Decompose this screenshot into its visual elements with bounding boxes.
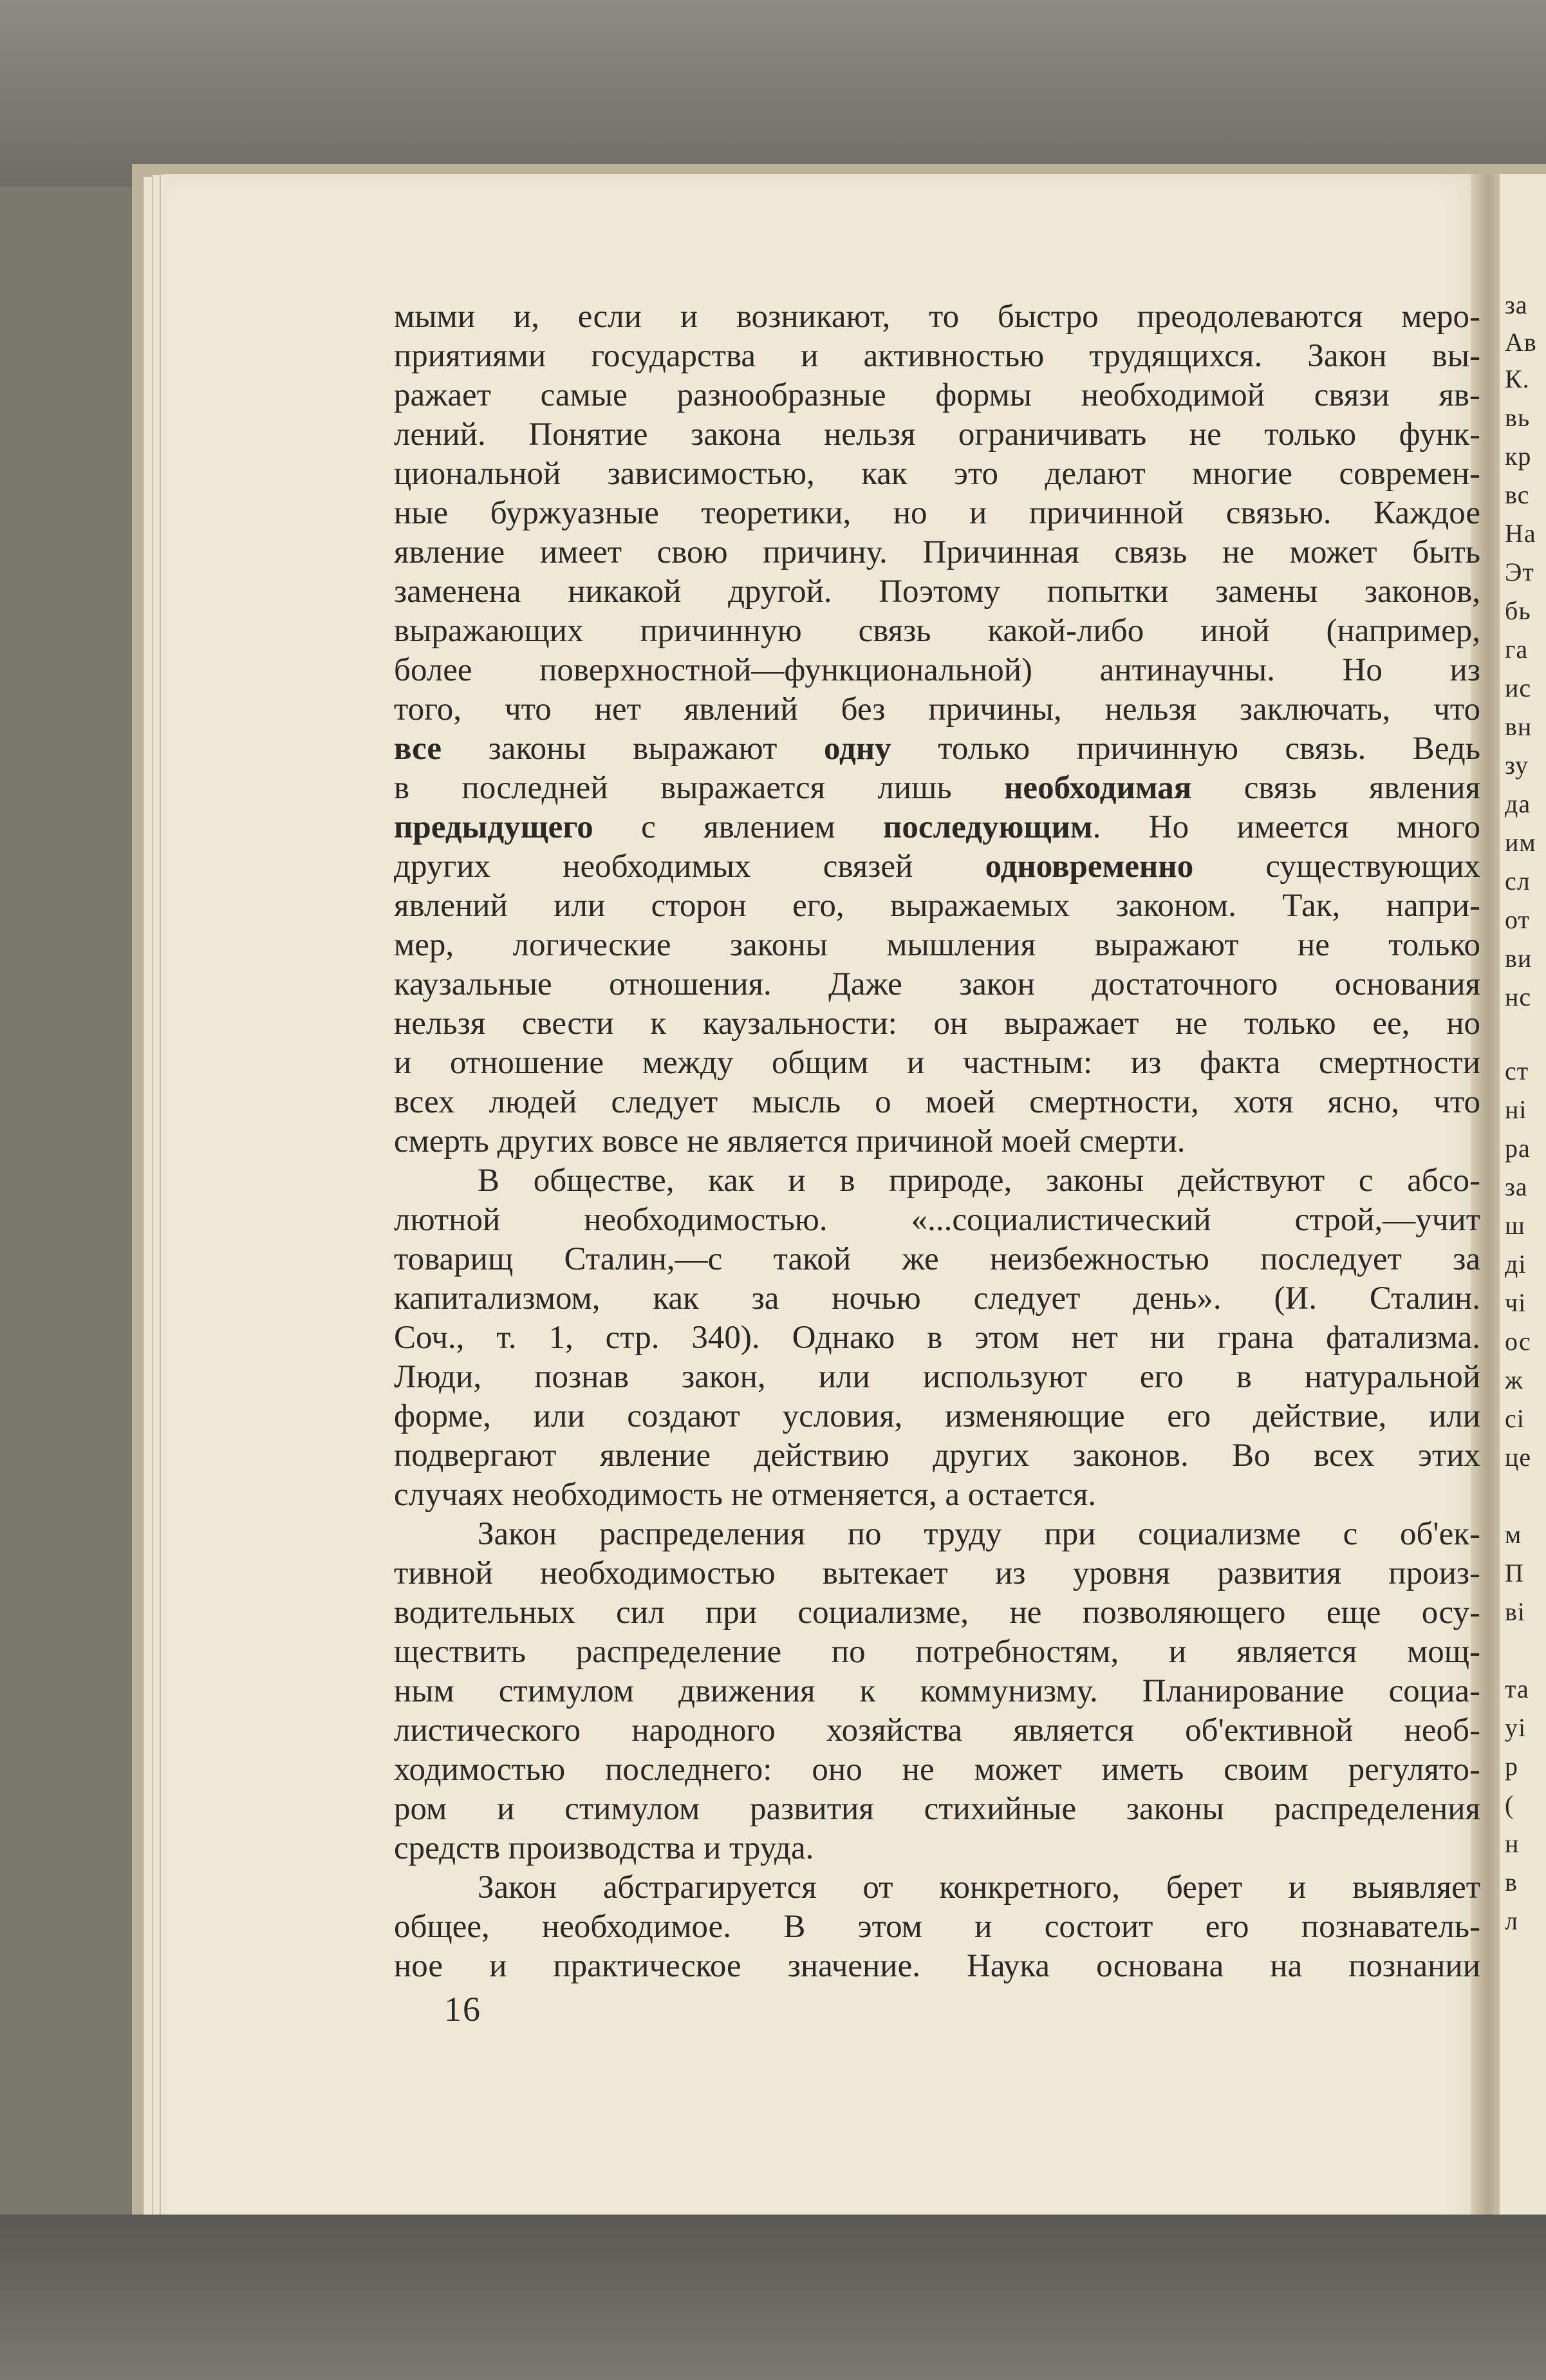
background-bottom	[0, 2215, 1546, 2380]
text-segment: законы выражают	[442, 731, 824, 767]
right-page-fragment: нс	[1505, 982, 1532, 1011]
right-page-fragment: вс	[1505, 480, 1530, 509]
text-line: мыми и, если и возникают, то быстро преодолеваются меро-	[394, 299, 1480, 335]
right-page-fragment: чі	[1505, 1288, 1527, 1317]
body-text	[394, 297, 1480, 1986]
text-line: мер, логические законы мышления выражают не только	[394, 927, 1480, 963]
right-page-fragment: га	[1505, 635, 1529, 664]
right-page-fragment: н	[1505, 1829, 1520, 1858]
bold-term: одну	[823, 731, 891, 767]
right-page-fragment: да	[1505, 789, 1531, 818]
right-page-fragment: ра	[1505, 1134, 1531, 1163]
right-page-fragment: П	[1505, 1559, 1524, 1588]
text-line: ные буржуазные теоретики, но и причинной связью. Каждое	[394, 495, 1480, 531]
text-line: выражающих причинную связь какой-либо иной (например,	[394, 613, 1480, 649]
right-page-fragment: р	[1505, 1752, 1518, 1781]
text-segment: других необходимых связей	[394, 848, 985, 885]
right-page-fragment: це	[1505, 1443, 1532, 1472]
text-segment: существующих	[1193, 848, 1480, 885]
text-line: В обществе, как и в природе, законы действуют с абсо-	[478, 1163, 1480, 1199]
text-line: Соч., т. 1, стр. 340). Однако в этом нет ни грана фатализма.	[394, 1320, 1480, 1356]
text-line: капитализмом, как за ночью следует день». (И. Сталин.	[394, 1280, 1480, 1316]
bold-term: предыдущего	[394, 809, 593, 845]
right-page-fragment: ш	[1505, 1211, 1525, 1240]
text-segment: с явлением	[593, 809, 884, 845]
right-page-fragment: ві	[1505, 1597, 1525, 1626]
text-line: лютной необходимостью. «...социалистический строй,—учит	[394, 1202, 1480, 1238]
text-line: ражает самые разнообразные формы необходимой связи яв-	[394, 377, 1480, 413]
right-page-fragment: ж	[1505, 1365, 1523, 1394]
bold-term: одновременно	[985, 848, 1194, 885]
text-line: Люди, познав закон, или используют его в натуральной	[394, 1359, 1480, 1395]
text-line	[394, 769, 1480, 808]
text-line: подвергают явление действию других законов. Во всех этих	[394, 1438, 1480, 1474]
right-page-fragment: ис	[1505, 673, 1532, 702]
right-page-fragment: от	[1505, 905, 1530, 934]
text-line: ществить распределение по потребностям, и является мощ-	[394, 1634, 1480, 1670]
right-page-fragment: зу	[1505, 751, 1529, 780]
right-page-fragment: сл	[1505, 867, 1531, 895]
right-page-fragment: вн	[1505, 712, 1532, 741]
text-line: лений. Понятие закона нельзя ограничивать не только функ-	[394, 417, 1480, 453]
text-line: ром и стимулом развития стихийные законы распределения	[394, 1791, 1480, 1827]
text-line: более поверхностной—функциональной) антинаучны. Но из	[394, 652, 1480, 688]
bold-term: все	[394, 731, 442, 767]
text-line: Закон распределения по труду при социализме с об'ек-	[478, 1516, 1480, 1552]
text-line: форме, или создают условия, изменяющие его действие, или	[394, 1398, 1480, 1434]
right-page-fragment: ді	[1505, 1250, 1527, 1279]
right-page-fragment: им	[1505, 828, 1536, 857]
text-line	[394, 729, 1480, 769]
right-page-fragment: кр	[1505, 442, 1532, 471]
text-line: и отношение между общим и частным: из факта смертности	[394, 1045, 1480, 1081]
text-line: ным стимулом движения к коммунизму. Планирование социа-	[394, 1673, 1480, 1709]
right-page-fragment: за	[1505, 1172, 1528, 1201]
right-page-fragment: вь	[1505, 403, 1531, 432]
text-line	[394, 808, 1480, 847]
right-page-fragment: бь	[1505, 596, 1531, 625]
right-page-fragment: сі	[1505, 1404, 1525, 1433]
right-page-fragment: ос	[1505, 1327, 1531, 1356]
right-page-fragment: ні	[1505, 1095, 1527, 1124]
text-line: нельзя свести к каузальности: он выражает не только ее, но	[394, 1006, 1480, 1042]
text-line	[394, 847, 1480, 886]
bold-term: необходимая	[1004, 770, 1192, 806]
right-page-fragment: (	[1505, 1790, 1514, 1819]
text-line: явлений или сторон его, выражаемых законом. Так, напри-	[394, 888, 1480, 924]
text-line: каузальные отношения. Даже закон достаточного основания	[394, 966, 1480, 1002]
right-page-fragment: На	[1505, 519, 1536, 548]
text-line: ходимостью последнего: оно не может иметь своим регулято-	[394, 1752, 1480, 1788]
text-segment: . Но имеется много	[1092, 809, 1480, 845]
text-line: всех людей следует мысль о моей смертности, хотя ясно, что	[394, 1084, 1480, 1120]
text-line: водительных сил при социализме, не позволяющего еще осу-	[394, 1595, 1480, 1631]
text-line: случаях необходимость не отменяется, а остается.	[394, 1477, 1097, 1513]
right-page-fragment: за	[1505, 290, 1528, 319]
text-line: циональной зависимостью, как это делают многие современ-	[394, 456, 1480, 492]
text-line: тивной необходимостью вытекает из уровня развития произ-	[394, 1555, 1480, 1591]
right-page-fragment: Ав	[1505, 328, 1537, 357]
page-number: 16	[444, 1990, 481, 2029]
bold-term: последующим	[883, 809, 1093, 845]
text-line: общее, необходимое. В этом и состоит его познаватель-	[394, 1909, 1480, 1945]
right-page-fragment: м	[1505, 1520, 1522, 1549]
text-segment: связь явления	[1191, 770, 1480, 806]
right-page-fragment: ви	[1505, 944, 1532, 973]
text-line: товарищ Сталин,—с такой же неизбежностью последует за	[394, 1241, 1480, 1277]
text-line: того, что нет явлений без причины, нельзя заключать, что	[394, 691, 1480, 727]
right-page-fragment: ст	[1505, 1056, 1529, 1085]
text-line: смерть других вовсе не является причиной моей смерти.	[394, 1123, 1186, 1159]
text-segment: только причинную связь. Ведь	[891, 731, 1480, 767]
text-line: листического народного хозяйства является об'ективной необ-	[394, 1712, 1480, 1748]
text-line: Закон абстрагируется от конкретного, берет и выявляет	[478, 1869, 1480, 1906]
right-page-fragment: в	[1505, 1868, 1518, 1897]
right-page-fragment: уі	[1505, 1713, 1527, 1742]
right-page-fragment: та	[1505, 1674, 1529, 1703]
text-line: заменена никакой другой. Поэтому попытки замены законов,	[394, 574, 1480, 610]
right-page-fragment: К.	[1505, 364, 1530, 393]
text-line: явление имеет свою причину. Причинная связь не может быть	[394, 534, 1480, 570]
right-page-fragment: Эт	[1505, 558, 1534, 586]
text-line: ное и практическое значение. Наука основана на познании	[394, 1948, 1480, 1984]
text-segment: в последней выражается лишь	[394, 770, 1005, 806]
text-line: средств производства и труда.	[394, 1830, 814, 1866]
text-line: приятиями государства и активностью трудящихся. Закон вы-	[394, 338, 1480, 374]
background-top	[0, 0, 1546, 187]
right-page-fragment: л	[1505, 1906, 1518, 1935]
